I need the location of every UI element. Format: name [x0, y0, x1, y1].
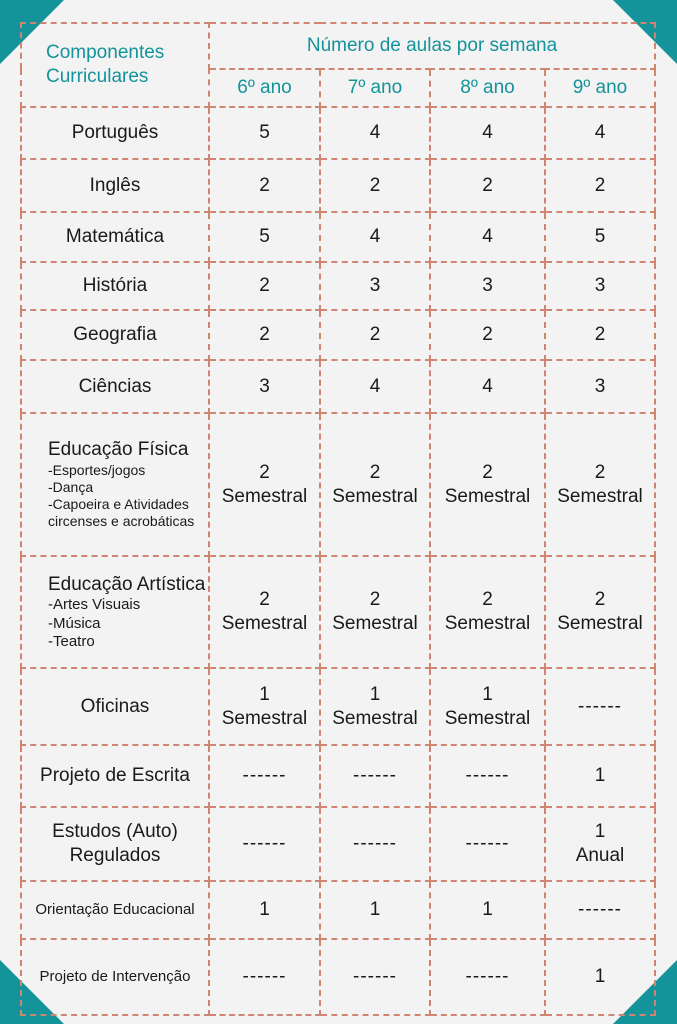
value-cell: ------ — [430, 939, 545, 1015]
value-cell: 4 — [320, 107, 430, 159]
value-cell: ------ — [209, 939, 320, 1015]
table-row — [21, 807, 655, 881]
value-cell: 2 — [209, 262, 320, 310]
subject-detail: -Dança — [48, 479, 94, 496]
value-note: Semestral — [221, 613, 308, 634]
value-cell: 1 — [209, 881, 320, 939]
value-cell: 4 — [320, 212, 430, 262]
value-number: 2 — [369, 589, 381, 611]
subject-detail: -Música — [48, 614, 101, 632]
subject-cell: Português — [21, 107, 209, 159]
value-cell: 2 — [209, 310, 320, 360]
subject-cell — [21, 807, 209, 881]
value-cell — [545, 807, 655, 881]
year-header-9: 9º ano — [545, 69, 655, 107]
subject-detail: -Capoeira e Atividades — [48, 496, 189, 513]
value-cell: 2 — [430, 310, 545, 360]
value-cell: ------ — [320, 939, 430, 1015]
subject-cell: Ciências — [21, 360, 209, 413]
table-row — [21, 159, 655, 212]
value-cell: ------ — [545, 668, 655, 745]
value-note: Semestral — [332, 613, 418, 634]
value-cell: 1 — [545, 745, 655, 807]
value-cell: 2 — [430, 159, 545, 212]
value-note: Semestral — [557, 613, 643, 634]
value-cell — [320, 668, 430, 745]
table-row — [21, 212, 655, 262]
value-cell: ------ — [545, 881, 655, 939]
table-row — [21, 939, 655, 1015]
value-number: 1 — [594, 821, 606, 843]
value-cell: ------ — [209, 745, 320, 807]
value-note: Semestral — [332, 485, 418, 507]
lessons-per-week-title: Número de aulas por semana — [209, 23, 655, 69]
table-row — [21, 107, 655, 159]
value-note: Semestral — [221, 485, 308, 507]
value-cell: ------ — [320, 807, 430, 881]
value-number: 1 — [369, 683, 381, 705]
curriculum-table — [20, 22, 656, 1016]
value-cell: 4 — [430, 212, 545, 262]
value-number: 1 — [259, 683, 270, 705]
value-cell — [209, 556, 320, 668]
value-cell — [545, 556, 655, 668]
value-cell — [430, 668, 545, 745]
subject-line1: Estudos (Auto) — [52, 821, 178, 843]
subject-detail: circenses e acrobáticas — [48, 513, 195, 530]
value-cell — [209, 668, 320, 745]
header-row — [21, 23, 655, 69]
value-note: Semestral — [444, 613, 531, 634]
value-number: 2 — [482, 589, 493, 611]
value-note: Semestral — [557, 485, 643, 507]
value-cell: 3 — [430, 262, 545, 310]
year-header-8: 8º ano — [430, 69, 545, 107]
value-number: 2 — [594, 589, 606, 611]
subject-cell: Matemática — [21, 212, 209, 262]
value-note: Semestral — [444, 707, 531, 729]
value-cell: 4 — [430, 360, 545, 413]
value-cell — [545, 413, 655, 556]
value-note: Semestral — [444, 485, 531, 507]
table-row — [21, 668, 655, 745]
subject-title: Educação Física — [48, 439, 189, 461]
components-header-line2: Curriculares — [46, 66, 149, 87]
subject-cell: Oficinas — [21, 668, 209, 745]
year-header-7: 7º ano — [320, 69, 430, 107]
subject-cell: Geografia — [21, 310, 209, 360]
value-cell: 3 — [320, 262, 430, 310]
value-cell: 4 — [430, 107, 545, 159]
value-cell — [430, 413, 545, 556]
value-cell: ------ — [430, 807, 545, 881]
value-cell: ------ — [320, 745, 430, 807]
value-number: 2 — [594, 461, 606, 483]
subject-cell: Orientação Educacional — [21, 881, 209, 939]
value-note: Anual — [575, 845, 625, 866]
value-cell: 4 — [545, 107, 655, 159]
value-cell: 1 — [545, 939, 655, 1015]
subject-cell: Inglês — [21, 159, 209, 212]
value-number: 1 — [482, 683, 493, 705]
table-row — [21, 262, 655, 310]
value-number: 2 — [369, 461, 381, 483]
value-cell: 3 — [209, 360, 320, 413]
components-header — [21, 23, 209, 107]
value-cell: 1 — [320, 881, 430, 939]
value-cell — [430, 556, 545, 668]
value-cell: 3 — [545, 262, 655, 310]
subject-cell: História — [21, 262, 209, 310]
value-cell — [320, 556, 430, 668]
value-number: 2 — [259, 589, 270, 611]
value-cell: 4 — [320, 360, 430, 413]
subject-detail: -Artes Visuais — [48, 596, 141, 614]
subject-title: Educação Artística — [48, 573, 206, 595]
value-number: 2 — [259, 461, 270, 483]
value-cell: 2 — [545, 310, 655, 360]
table-row — [21, 745, 655, 807]
value-note: Semestral — [332, 707, 418, 729]
value-cell: 5 — [545, 212, 655, 262]
components-header-line1: Componentes — [46, 42, 165, 64]
subject-cell — [21, 413, 209, 556]
table-row — [21, 556, 655, 668]
value-cell: 2 — [320, 159, 430, 212]
subject-detail: -Esportes/jogos — [48, 462, 146, 479]
value-cell: 5 — [209, 107, 320, 159]
value-cell: 2 — [209, 159, 320, 212]
value-cell — [209, 413, 320, 556]
table-row — [21, 881, 655, 939]
value-number: 2 — [482, 461, 493, 483]
subject-cell — [21, 556, 209, 668]
table-row — [21, 413, 655, 556]
subject-line2: Regulados — [69, 845, 161, 866]
table-row — [21, 310, 655, 360]
subject-detail: -Teatro — [48, 633, 95, 651]
value-cell: ------ — [430, 745, 545, 807]
value-cell: 1 — [430, 881, 545, 939]
value-note: Semestral — [221, 707, 308, 729]
subject-cell: Projeto de Escrita — [21, 745, 209, 807]
table-row — [21, 360, 655, 413]
year-header-6: 6º ano — [209, 69, 320, 107]
value-cell: 3 — [545, 360, 655, 413]
subject-cell: Projeto de Intervenção — [21, 939, 209, 1015]
value-cell: 2 — [545, 159, 655, 212]
value-cell: 2 — [320, 310, 430, 360]
value-cell — [320, 413, 430, 556]
value-cell: 5 — [209, 212, 320, 262]
value-cell: ------ — [209, 807, 320, 881]
